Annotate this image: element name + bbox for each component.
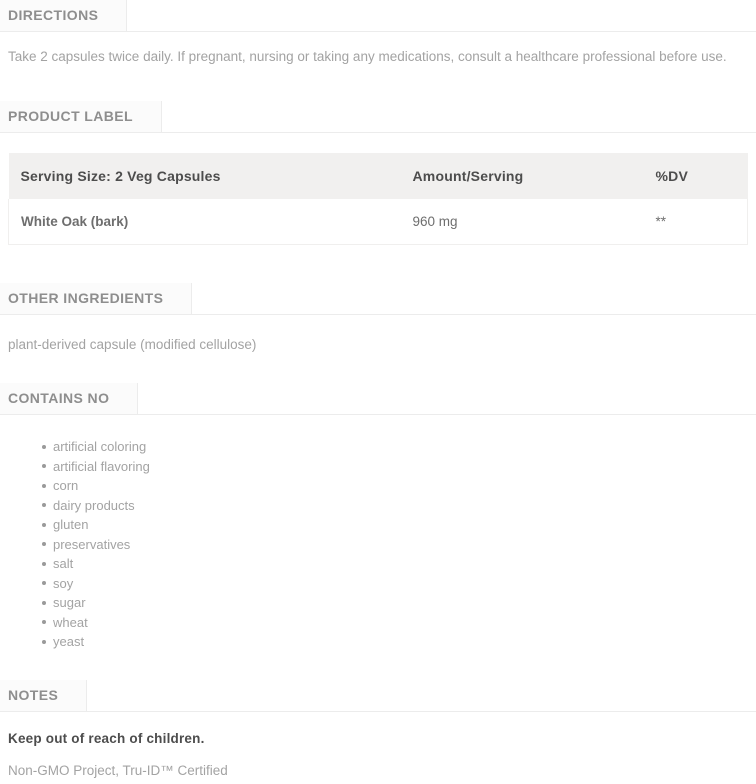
other-ingredients-heading-row [0,283,756,315]
list-item: dairy products [53,496,756,516]
product-label-heading-row [0,101,756,133]
notes-warning-text: Keep out of reach of children. [8,730,205,746]
list-item: corn [53,476,756,496]
directions-text: Take 2 capsules twice daily. If pregnant, nursing or taking any medications, consult a healthcare professional before use. [8,49,727,64]
directions-heading: DIRECTIONS [0,0,127,31]
ingredient-amount: 960 mg [401,199,644,245]
product-label-heading: PRODUCT LABEL [0,101,162,132]
list-item: yeast [53,632,756,652]
notes-heading-row [0,680,756,712]
section-contains-no [0,383,756,652]
column-serving-size: Serving Size: 2 Veg Capsules [9,153,401,199]
ingredient-dv: ** [644,199,748,245]
contains-no-heading: CONTAINS NO [0,383,138,414]
list-item: artificial coloring [53,437,756,457]
section-directions [0,0,756,65]
list-item: salt [53,554,756,574]
section-notes [0,680,756,779]
other-ingredients-heading: OTHER INGREDIENTS [0,283,192,314]
supplement-facts-table [8,153,748,245]
column-amount-serving: Amount/Serving [401,153,644,199]
section-other-ingredients [0,283,756,353]
list-item: preservatives [53,535,756,555]
list-item: sugar [53,593,756,613]
column-dv: %DV [644,153,748,199]
table-row [9,199,748,245]
section-product-label [0,101,756,245]
ingredient-name: White Oak (bark) [9,199,401,245]
other-ingredients-text: plant-derived capsule (modified cellulose) [8,337,257,352]
list-item: gluten [53,515,756,535]
list-item: wheat [53,613,756,633]
notes-certification-text: Non-GMO Project, Tru-ID™ Certified [8,762,228,778]
list-item: soy [53,574,756,594]
directions-heading-row [0,0,756,32]
table-header-row [9,153,748,199]
notes-heading: NOTES [0,680,87,711]
contains-no-list [0,437,756,652]
list-item: artificial flavoring [53,457,756,477]
contains-no-heading-row [0,383,756,415]
